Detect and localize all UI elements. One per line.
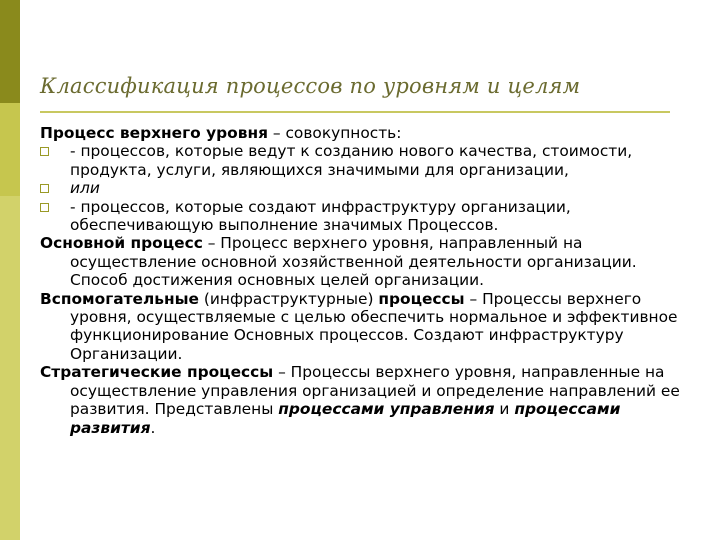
period: . — [150, 418, 156, 437]
square-bullet-icon — [40, 203, 49, 212]
term-strategic-process: Стратегические процессы — [40, 363, 274, 382]
square-bullet-icon — [40, 184, 49, 193]
emphasis-management: процессами управления — [278, 400, 495, 419]
definition-text: – Процессы верхнего уровня, осуществляемые с целью обеспечить нормальное и эффективное функционирование Основных процессов. Создают инфраструктуру Организации. — [70, 289, 678, 363]
slide-title: Классификация процессов по уровням и целям — [40, 74, 581, 98]
sidebar-decoration — [0, 0, 20, 540]
paragraph-support-process — [40, 290, 686, 364]
sidebar-mid-segment — [0, 103, 20, 196]
definition-text: – Процессы верхнего уровня, направленные на осуществление управления организацией и определение направлений ее развития. Представлены — [70, 363, 680, 419]
bullet-item — [40, 179, 686, 197]
term-processes: процессы — [378, 289, 465, 308]
sidebar-light-segment — [0, 196, 20, 540]
definition-text: – Процесс верхнего уровня, направленный на осуществление основной хозяйственной деятельности организации. Способ достижения основных целей организации. — [70, 234, 637, 290]
term-main-process: Основной процесс — [40, 234, 203, 253]
bullet-item — [40, 142, 686, 179]
bullet-text: - процессов, которые ведут к созданию нового качества, стоимости, продукта, услуги, являющихся значимыми для организации, — [70, 142, 633, 179]
term-qualifier: (инфраструктурные) — [199, 289, 379, 308]
term-top-level-process: Процесс верхнего уровня — [40, 124, 268, 142]
square-bullet-icon — [40, 147, 49, 156]
bullet-text: - процессов, которые создают инфраструктуру организации, обеспечивающую выполнение значимых Процессов. — [70, 197, 571, 235]
paragraph-main-process — [40, 234, 686, 289]
sidebar-dark-segment — [0, 0, 20, 103]
term-support: Вспомогательные — [40, 289, 199, 308]
bullet-item — [40, 198, 686, 235]
emphasis-development: процессами развития — [70, 400, 621, 437]
conjunction: и — [494, 400, 515, 419]
paragraph-top-level-process — [40, 124, 686, 142]
paragraph-strategic-process — [40, 363, 686, 437]
bullet-text: или — [70, 179, 100, 198]
title-divider — [40, 111, 670, 113]
slide-body — [40, 124, 686, 437]
definition-text: – совокупность: — [267, 124, 402, 142]
